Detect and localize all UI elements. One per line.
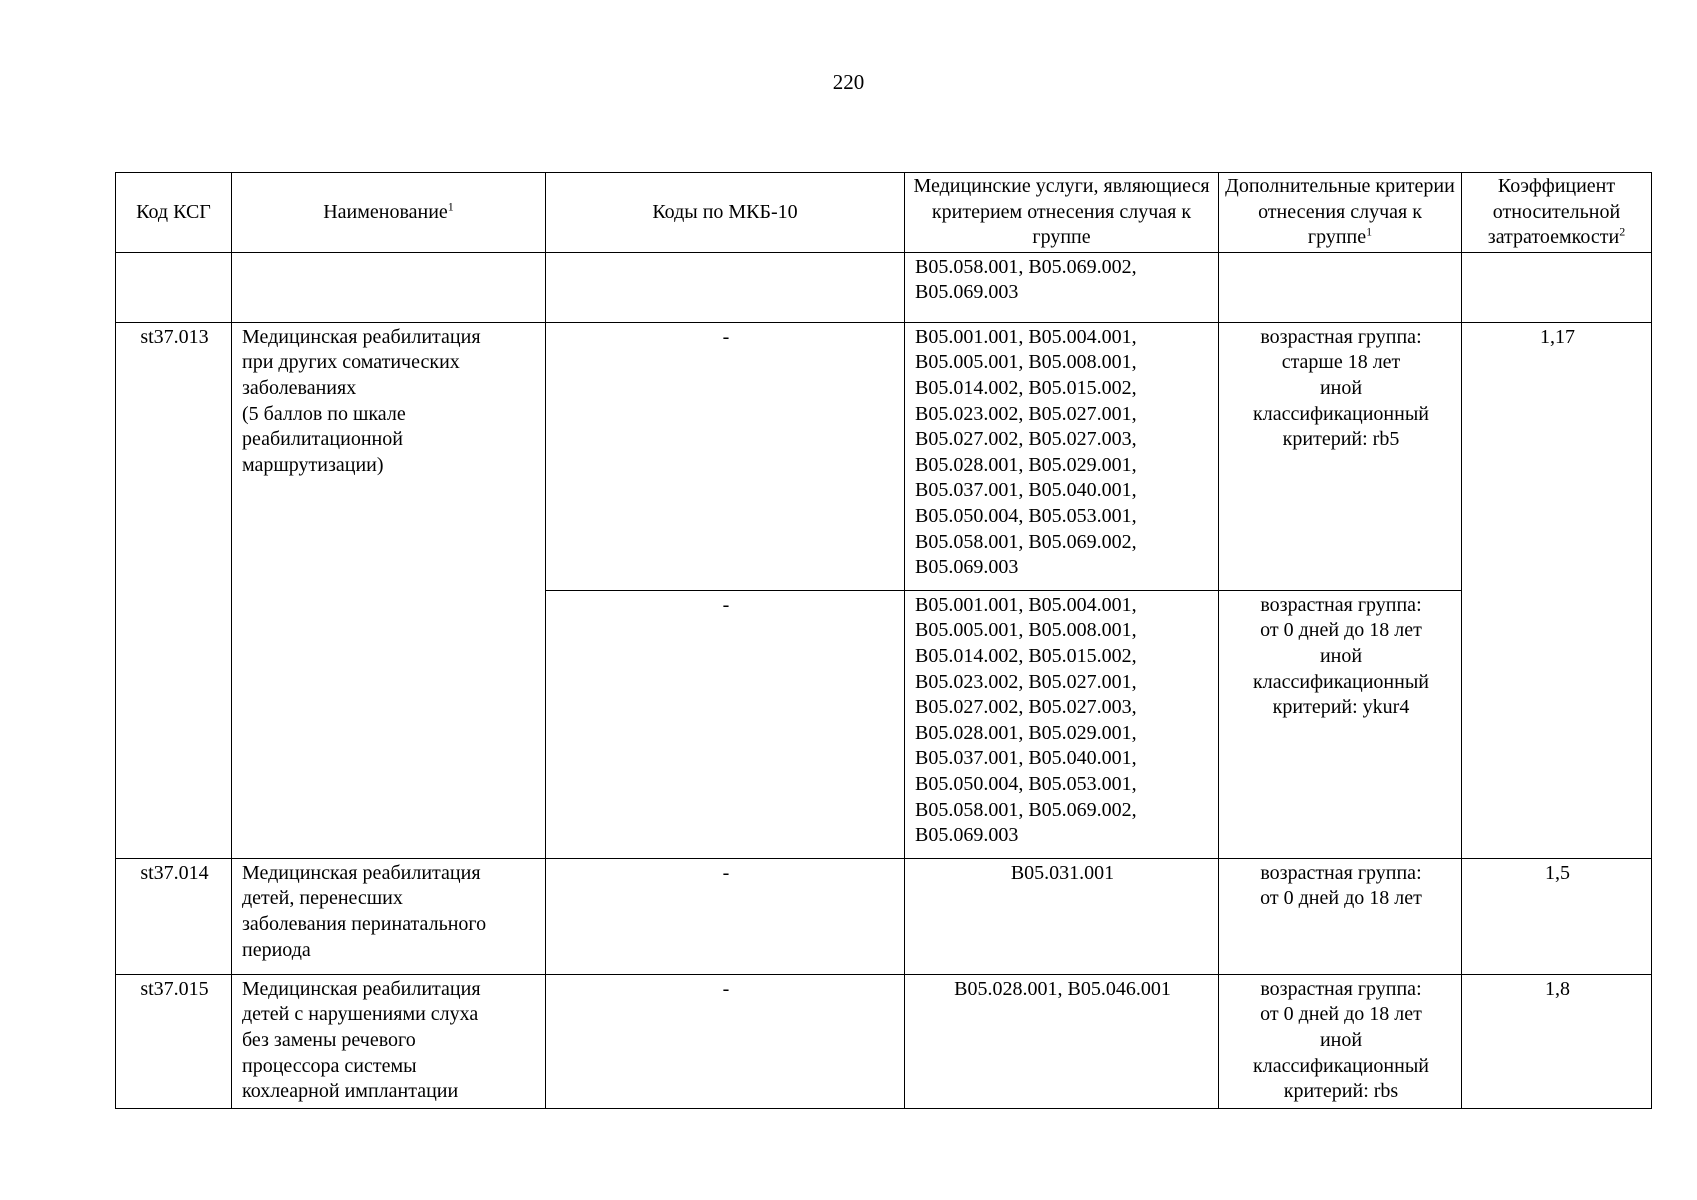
name-cell [232,252,546,322]
table-row-st37-013 [116,322,1652,590]
mkb-codes: - [546,322,905,590]
table-row-st37-015 [116,974,1652,1108]
page-number: 220 [832,70,865,94]
coefficient-value: 1,5 [1462,858,1652,974]
ksg-code: st37.013 [116,322,232,858]
table-row-continuation [116,252,1652,322]
ksg-name: Медицинская реабилитация детей, перенесших заболевания перинатального периода [232,858,546,974]
mkb-cell [546,252,905,322]
ksg-table [115,172,1652,1109]
header-code: Код КСГ [116,173,232,253]
medical-services: B05.001.001, B05.004.001, B05.005.001, B05.008.001, B05.014.002, B05.015.002, B05.023.002, B05.027.001, B05.027.002, B05.027.003, B05.028.001, B05.029.001, B05.037.001, B05.040.001, B05.050.004, B05.053.001, B05.058.001, B05.069.002, B05.069.003 [905,322,1219,590]
medical-services: B05.001.001, B05.004.001, B05.005.001, B05.008.001, B05.014.002, B05.015.002, B05.023.002, B05.027.001, B05.027.002, B05.027.003, B05.028.001, B05.029.001, B05.037.001, B05.040.001, B05.050.004, B05.053.001, B05.058.001, B05.069.002, B05.069.003 [905,590,1219,858]
header-row [116,173,1652,253]
additional-criteria: возрастная группа: от 0 дней до 18 лет [1219,858,1462,974]
ksg-code: st37.015 [116,974,232,1108]
table-row-st37-014 [116,858,1652,974]
additional-criteria: возрастная группа: старше 18 лет иной классификационный критерий: rb5 [1219,322,1462,590]
coefficient-value: 1,8 [1462,974,1652,1108]
additional-criteria: возрастная группа: от 0 дней до 18 лет иной классификационный критерий: ykur4 [1219,590,1462,858]
coefficient-value: 1,17 [1462,322,1652,858]
coefficient-cell [1462,252,1652,322]
code-cell [116,252,232,322]
additional-criteria: возрастная группа: от 0 дней до 18 лет иной классификационный критерий: rbs [1219,974,1462,1108]
mkb-codes: - [546,590,905,858]
medical-services: B05.028.001, B05.046.001 [905,974,1219,1108]
ksg-name: Медицинская реабилитация при других соматических заболеваниях (5 баллов по шкале реабилитационной маршрутизации) [232,322,546,858]
additional-cell [1219,252,1462,322]
header-mkb-codes: Коды по МКБ-10 [546,173,905,253]
header-coefficient: Коэффициент относительной затратоемкости$^2$ [1462,173,1652,253]
mkb-codes: - [546,974,905,1108]
ksg-code: st37.014 [116,858,232,974]
mkb-codes: - [546,858,905,974]
header-name: Наименование$^1$ [232,173,546,253]
header-medical-services: Медицинские услуги, являющиеся критерием отнесения случая к группе [905,173,1219,253]
services-cell: B05.058.001, B05.069.002, B05.069.003 [905,252,1219,322]
medical-services: B05.031.001 [905,858,1219,974]
ksg-name: Медицинская реабилитация детей с нарушениями слуха без замены речевого процессора системы кохлеарной имплантации [232,974,546,1108]
header-additional-criteria: Дополнительные критерии отнесения случая к группе$^1$ [1219,173,1462,253]
